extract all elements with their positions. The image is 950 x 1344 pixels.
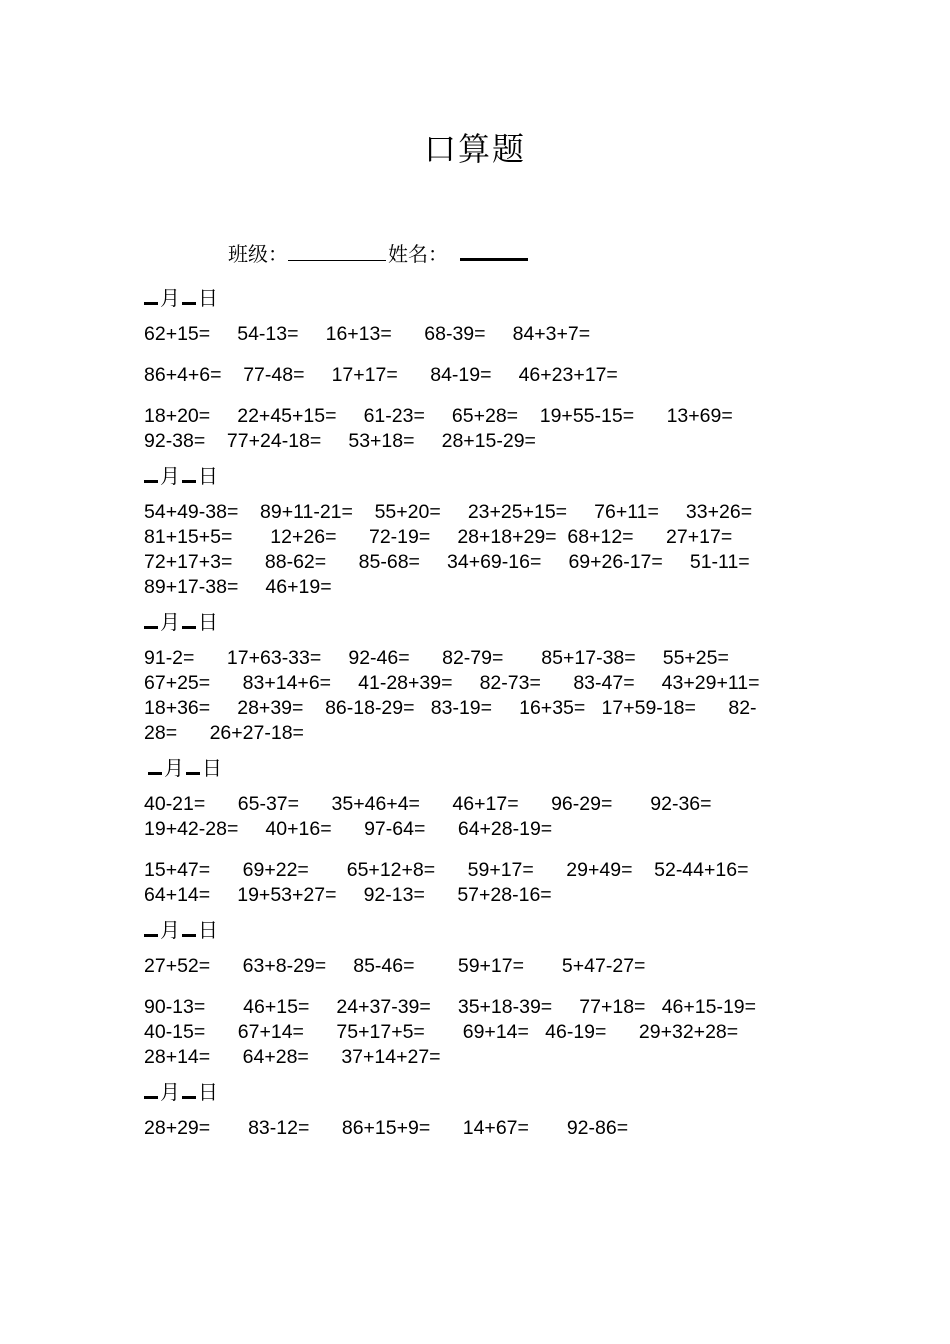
month-label: 月 — [160, 1080, 180, 1104]
name-label: 姓名： — [388, 242, 448, 266]
month-label: 月 — [164, 756, 184, 780]
day-label: 日 — [198, 286, 218, 310]
problem-line: 19+42-28= 40+16= 97-64= 64+28-19= — [144, 818, 553, 840]
problem-group — [144, 858, 794, 908]
day-label: 日 — [198, 1080, 218, 1104]
problem-line: 18+36= 28+39= 86-18-29= 83-19= 16+35= 17+59-18= 82- — [144, 697, 757, 719]
problem-line: 86+4+6= 77-48= 17+17= 84-19= 46+23+17= — [144, 364, 618, 386]
month-blank[interactable] — [144, 916, 158, 937]
problem-group — [144, 363, 794, 388]
problem-line: 40-21= 65-37= 35+46+4= 46+17= 96-29= 92-36= — [144, 793, 712, 815]
exercise-section — [144, 284, 794, 454]
day-blank[interactable] — [182, 1078, 196, 1099]
problem-group — [144, 500, 794, 600]
day-label: 日 — [198, 464, 218, 488]
day-blank[interactable] — [182, 284, 196, 305]
month-blank[interactable] — [148, 754, 162, 775]
problem-line: 64+14= 19+53+27= 92-13= 57+28-16= — [144, 884, 552, 906]
class-blank[interactable] — [288, 240, 386, 261]
month-label: 月 — [160, 918, 180, 942]
problem-line: 81+15+5= 12+26= 72-19= 28+18+29= 68+12= 27+17= — [144, 526, 733, 548]
month-blank[interactable] — [144, 284, 158, 305]
date-line — [144, 916, 794, 944]
problem-line: 72+17+3= 88-62= 85-68= 34+69-16= 69+26-17= 51-11= — [144, 551, 750, 573]
day-label: 日 — [198, 918, 218, 942]
day-label: 日 — [202, 756, 222, 780]
exercise-section — [144, 916, 794, 1070]
date-line — [144, 754, 794, 782]
month-blank[interactable] — [144, 1078, 158, 1099]
problem-line: 28+14= 64+28= 37+14+27= — [144, 1046, 441, 1068]
exercise-section — [144, 754, 794, 908]
problem-group — [144, 646, 794, 746]
month-label: 月 — [160, 286, 180, 310]
problem-line: 18+20= 22+45+15= 61-23= 65+28= 19+55-15= 13+69= — [144, 405, 733, 427]
problem-line: 28= 26+27-18= — [144, 722, 304, 744]
problem-line: 40-15= 67+14= 75+17+5= 69+14= 46-19= 29+32+28= — [144, 1021, 739, 1043]
problem-group — [144, 792, 794, 842]
day-blank[interactable] — [182, 608, 196, 629]
problem-line: 62+15= 54-13= 16+13= 68-39= 84+3+7= — [144, 323, 591, 345]
problem-line: 91-2= 17+63-33= 92-46= 82-79= 85+17-38= 55+25= — [144, 647, 729, 669]
problem-line: 27+52= 63+8-29= 85-46= 59+17= 5+47-27= — [144, 955, 646, 977]
problem-group — [144, 322, 794, 347]
problem-group — [144, 995, 794, 1070]
day-blank[interactable] — [182, 462, 196, 483]
problem-group — [144, 954, 794, 979]
problem-line: 92-38= 77+24-18= 53+18= 28+15-29= — [144, 430, 536, 452]
page-title: 口算题 — [423, 130, 526, 168]
problem-line: 89+17-38= 46+19= — [144, 576, 332, 598]
problem-group — [144, 404, 794, 454]
date-line — [144, 1078, 794, 1106]
problem-line: 15+47= 69+22= 65+12+8= 59+17= 29+49= 52-44+16= — [144, 859, 749, 881]
problem-group — [144, 1116, 794, 1141]
exercise-section — [144, 608, 794, 746]
exercise-content — [144, 284, 794, 1149]
month-label: 月 — [160, 464, 180, 488]
class-label: 班级： — [228, 242, 288, 266]
student-info-line — [228, 238, 528, 268]
name-blank[interactable] — [460, 238, 528, 261]
month-label: 月 — [160, 610, 180, 634]
exercise-section — [144, 1078, 794, 1141]
problem-line: 90-13= 46+15= 24+37-39= 35+18-39= 77+18= 46+15-19= — [144, 996, 757, 1018]
date-line — [144, 608, 794, 636]
month-blank[interactable] — [144, 608, 158, 629]
date-line — [144, 284, 794, 312]
month-blank[interactable] — [144, 462, 158, 483]
day-label: 日 — [198, 610, 218, 634]
day-blank[interactable] — [186, 754, 200, 775]
day-blank[interactable] — [182, 916, 196, 937]
problem-line: 28+29= 83-12= 86+15+9= 14+67= 92-86= — [144, 1117, 629, 1139]
problem-line: 67+25= 83+14+6= 41-28+39= 82-73= 83-47= 43+29+11= — [144, 672, 760, 694]
exercise-section — [144, 462, 794, 600]
date-line — [144, 462, 794, 490]
problem-line: 54+49-38= 89+11-21= 55+20= 23+25+15= 76+11= 33+26= — [144, 501, 753, 523]
